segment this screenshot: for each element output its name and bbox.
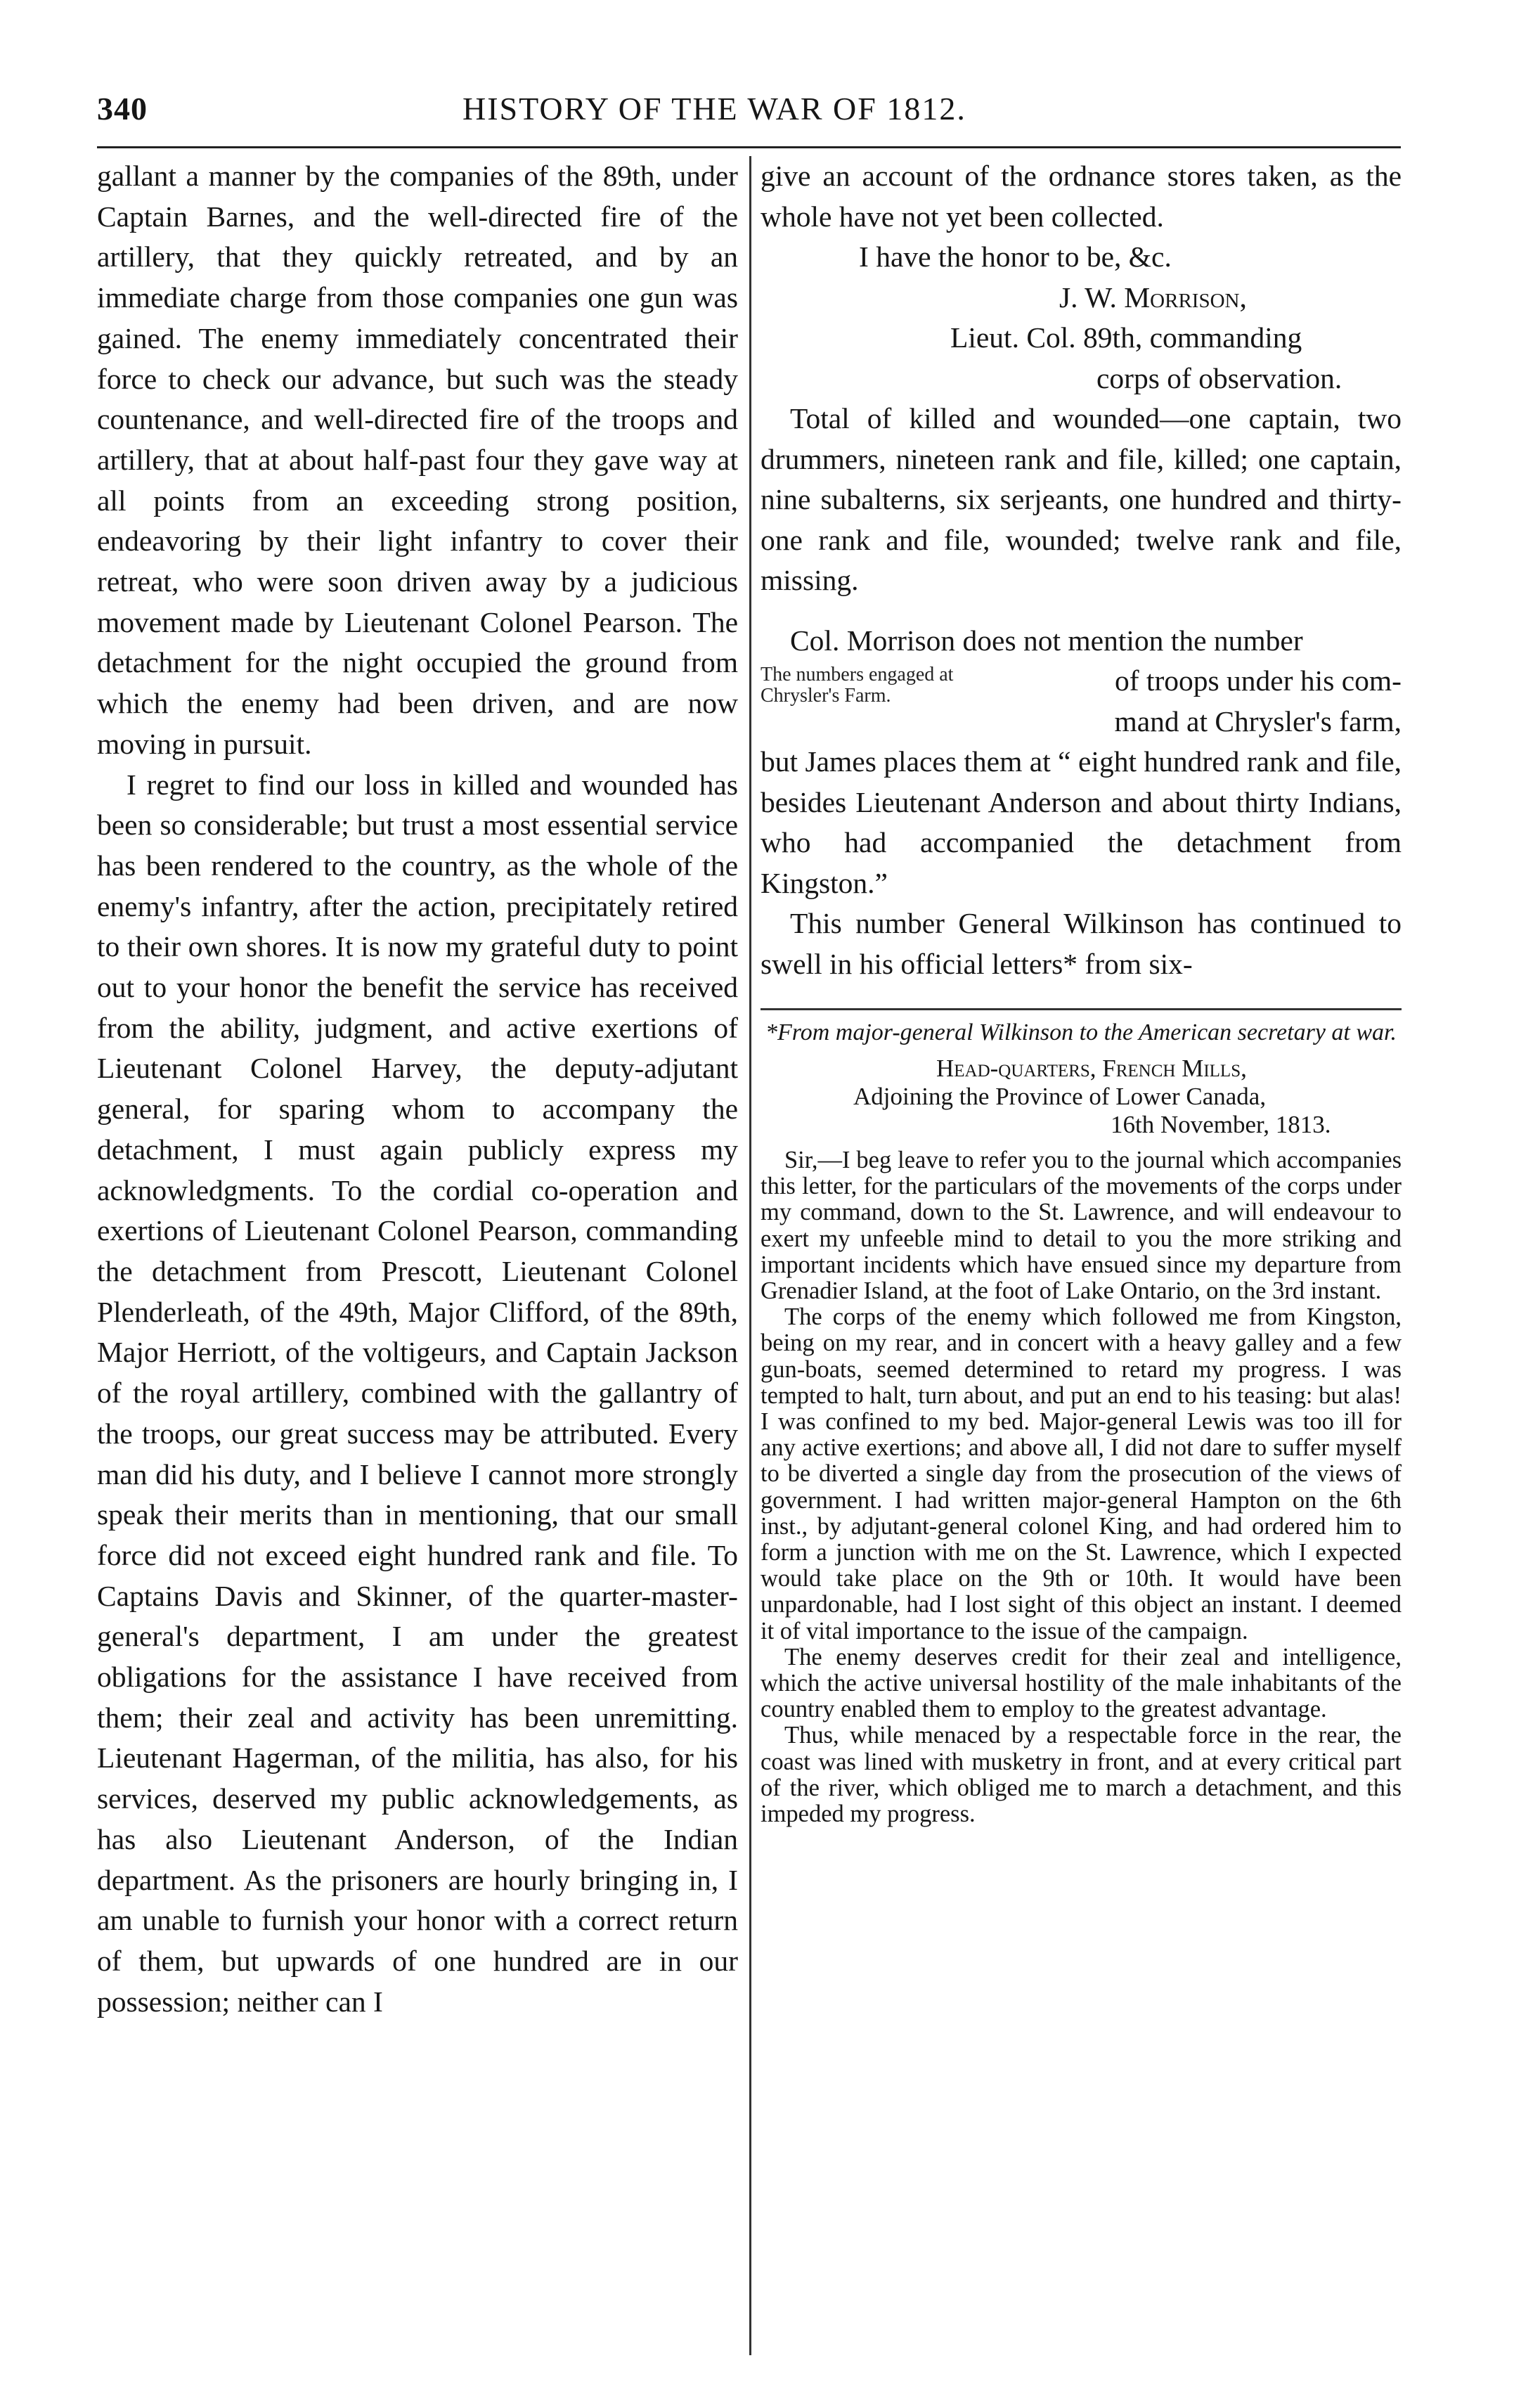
footnote [761, 1019, 1402, 1827]
column-divider [749, 156, 751, 2355]
right-paragraph: This number General Wilkinson has continued to swell in his official letters* from six- [761, 907, 1402, 980]
right-paragraph: but James places them at “ eight hundred rank and file, besides Lieutenant Anderson and about thirty Indians, who had accompanied the detachment from Kingston.” [761, 745, 1402, 899]
margin-note: The numbers engaged at Chrysler's Farm. [761, 663, 954, 707]
footnote-rule [761, 1008, 1402, 1010]
right-paragraph-line: mand at Chrysler's farm, [1114, 704, 1402, 738]
footnote-heading-line: Head-quarters, French Mills, [936, 1055, 1247, 1082]
footnote-heading-line: 16th November, 1813. [1111, 1111, 1331, 1138]
right-paragraph-line: Col. Morrison does not mention the number [790, 624, 1303, 657]
right-paragraph: Total of killed and wounded—one captain, two drummers, nineteen rank and file, killed; one captain, nine subalterns, six serjeants, one hundred and thirty-one rank and file, wounded; twelve rank and file, missing. [761, 402, 1402, 596]
page-number: 340 [97, 91, 148, 127]
footnote-title: *From major-general Wilkinson to the American secretary at war. [765, 1019, 1397, 1045]
left-paragraph: I regret to find our loss in killed and wounded has been so considerable; but trust a most essential service has been rendered to the country, as the whole of the enemy's infantry, after the action, precipitately retired to their own shores. It is now my grateful duty to point out to your honor the benefit the service has received from the ability, judgment, and active exertions of Lieutenant Colonel Harvey, the deputy-adjutant general, for sparing whom to accompany the detachment, I must again publicly express my acknowledgments. To the cordial co-operation and exertions of Lieutenant Colonel Pearson, commanding the detachment from Prescott, Lieutenant Colonel Plenderleath, of the 49th, Major Clifford, of the 89th, Major Herriott, of the voltigeurs, and Captain Jackson of the royal artillery, combined with the gallantry of the troops, our great success may be attributed. Every man did his duty, and I believe I cannot more strongly speak their merits than in mentioning, that our small force did not exceed eight hundred rank and file. To Captains Davis and Skinner, of the quarter-master-general's department, I am under the greatest obligations for the assistance I have received from them; their zeal and activity has been unremitting. Lieutenant Hagerman, of the militia, has also, for his services, deserved my public acknowledgements, as has also Lieutenant Anderson, of the Indian department. As the prisoners are hourly bringing in, I am unable to furnish your honor with a correct return of them, but upwards of one hundred are in our possession; neither can I [97, 768, 738, 2018]
signature-title: Lieut. Col. 89th, commanding [950, 321, 1302, 354]
sidenote-block [761, 621, 1402, 904]
right-column [761, 156, 1402, 984]
left-column [97, 156, 738, 2022]
signature-name: J. W. Morrison, [1059, 281, 1247, 314]
header-rule [97, 146, 1401, 148]
footnote-paragraph: The corps of the enemy which followed me from Kingston, being on my rear, and in concert with a heavy galley and a few gun-boats, seemed determined to retard my progress. I was tempted to halt, turn about, and put an end to his teasing: but alas! I was confined to my bed. Major-general Lewis was too ill for any active exertions; and above all, I did not dare to suffer myself to be diverted a single day from the prosecution of the views of government. I had written major-general Hampton on the 6th inst., by adjutant-general colonel King, and had ordered him to form a junction with me on the St. Lawrence, which I expected would take place on the 9th or 10th. It would have been unpardonable, had I lost sight of this object an instant. I deemed it of vital importance to the issue of the campaign. [761, 1303, 1402, 1644]
left-paragraph: gallant a manner by the companies of the 89th, under Captain Barnes, and the well-directed fire of the artillery, that they quickly retreated, and by an immediate charge from those companies one gun was gained. The enemy immediately concentrated their force to check our advance, but such was the steady countenance, and well-directed fire of the troops and artillery, that at about half-past four they gave way at all points from an exceeding strong position, endeavoring by their light infantry to cover their retreat, who were soon driven away by a judicious movement made by Lieutenant Colonel Pearson. The detachment for the night occupied the ground from which the enemy had been driven, and are now moving in pursuit. [97, 160, 738, 760]
footnote-heading-line: Adjoining the Province of Lower Canada, [853, 1083, 1267, 1110]
page-header [97, 90, 1401, 139]
right-paragraph: give an account of the ordnance stores taken, as the whole have not yet been collected. [761, 160, 1402, 233]
signature-title: corps of observation. [1096, 361, 1342, 394]
footnote-paragraph: Sir,—I beg leave to refer you to the journal which accompanies this letter, for the particulars of the movements of the corps under my command, down to the St. Lawrence, and will endeavour to exert my unfeeble mind to detail to you the more striking and important incidents which have ensued since my departure from Grenadier Island, at the foot of Lake Ontario, on the 3rd instant. [761, 1147, 1402, 1305]
closing-line: I have the honor to be, &c. [859, 240, 1172, 273]
footnote-paragraph: Thus, while menaced by a respectable force in the rear, the coast was lined with musketry in front, and at every critical part of the river, which obliged me to march a detachment, and this impeded my progress. [761, 1722, 1402, 1828]
footnote-paragraph: The enemy deserves credit for their zeal and intelligence, which the active universal hostility of the male inhabitants of the country enabled them to employ to the greatest advantage. [761, 1643, 1402, 1723]
running-title: HISTORY OF THE WAR OF 1812. [462, 91, 966, 127]
spacer [761, 1046, 1402, 1055]
right-paragraph-line: of troops under his com- [1114, 664, 1402, 697]
